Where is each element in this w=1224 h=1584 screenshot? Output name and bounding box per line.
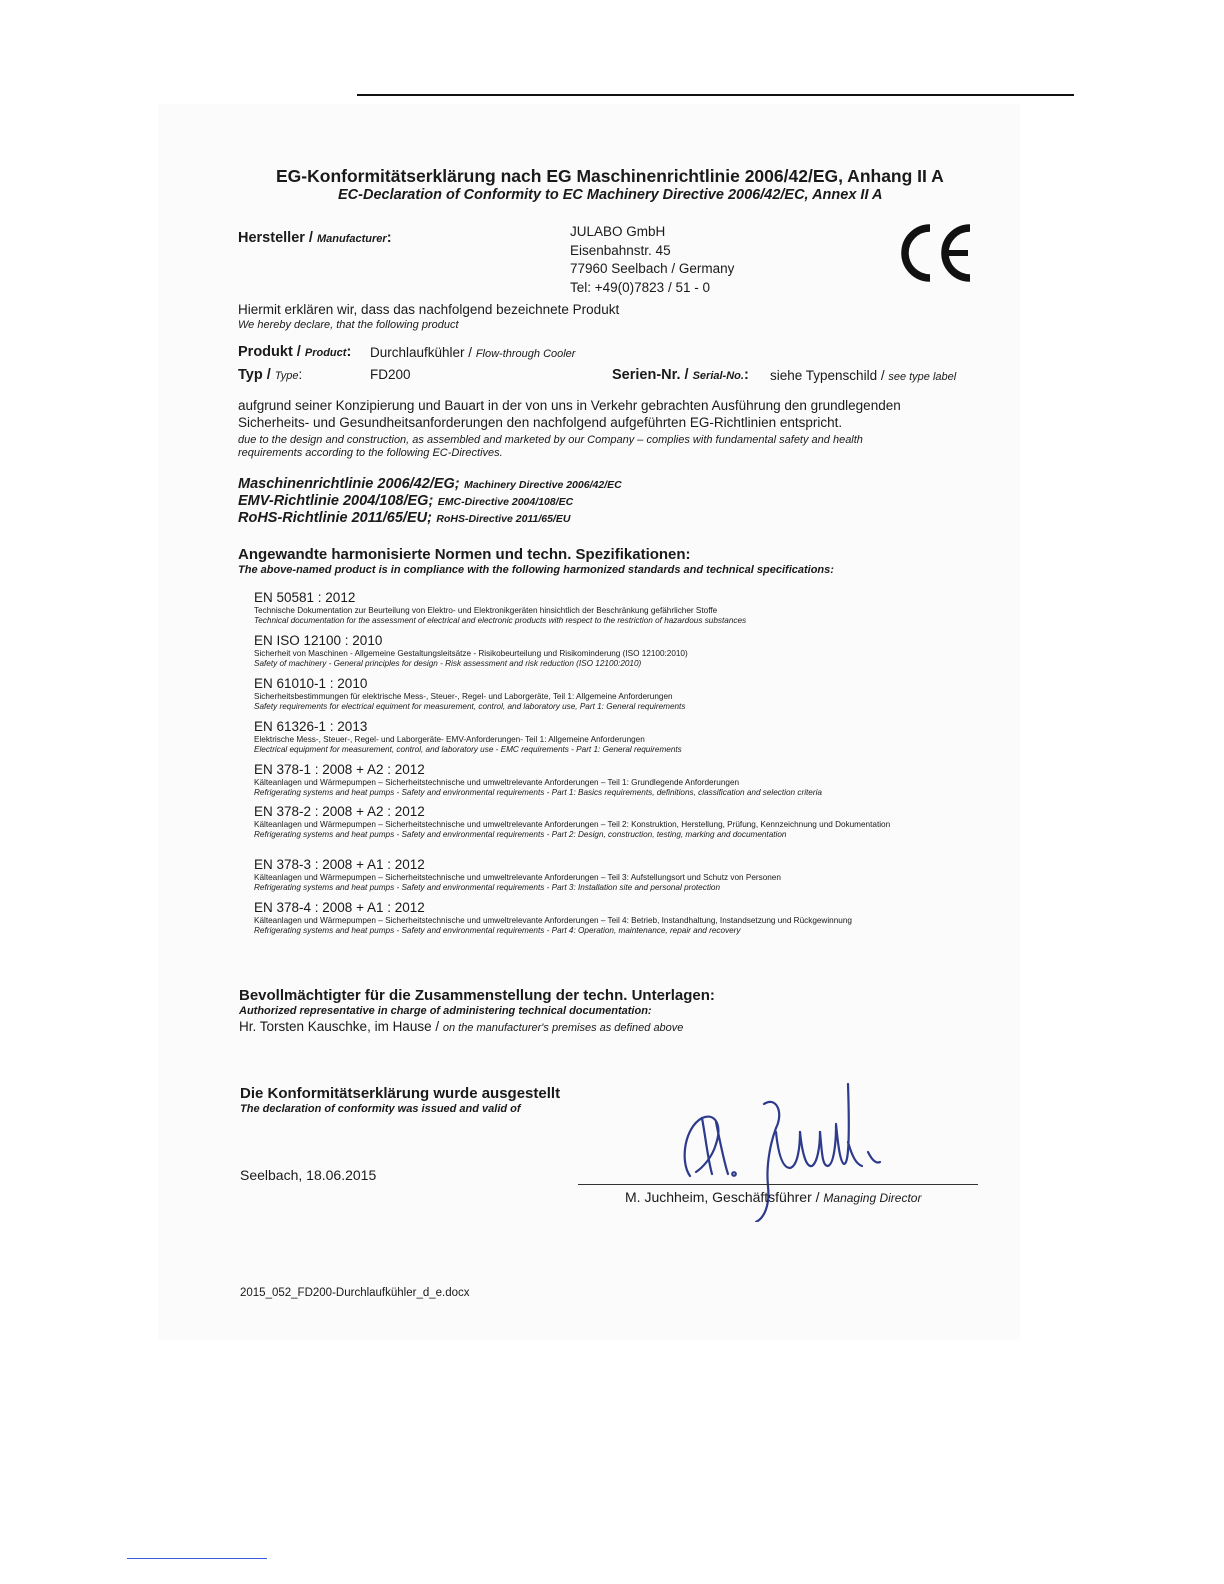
product-value-de: Durchlaufkühler / xyxy=(370,345,476,360)
type-value: FD200 xyxy=(370,367,411,382)
standards-heading-english: The above-named product is in compliance with the following harmonized standards and technical specifications: xyxy=(238,564,834,576)
standards-heading-german: Angewandte harmonisierte Normen und techn. Spezifikationen: xyxy=(238,546,691,563)
footnote-rule xyxy=(127,1558,267,1559)
directive-item xyxy=(238,492,573,510)
standard-item xyxy=(254,804,934,839)
standard-item xyxy=(254,762,934,797)
issued-heading-german: Die Konformitätserklärung wurde ausgestellt xyxy=(240,1085,561,1102)
serial-label-colon: : xyxy=(743,367,749,383)
signatory-title: Managing Director xyxy=(823,1191,922,1205)
product-value xyxy=(370,344,575,362)
footer-filename: 2015_052_FD200-Durchlaufkühler_d_e.docx xyxy=(240,1287,470,1299)
serial-value xyxy=(770,367,956,385)
manufacturer-label-colon: : xyxy=(386,230,392,246)
manufacturer-address xyxy=(570,223,734,297)
compliance-english-line1: due to the design and construction, as assembled and marketed by our Company – complies with fundamental safety and health xyxy=(238,434,863,446)
title-english: EC-Declaration of Conformity to EC Machinery Directive 2006/42/EC, Annex II A xyxy=(338,187,883,203)
standard-code: EN 378-2 : 2008 + A2 : 2012 xyxy=(254,804,425,819)
manufacturer-phone: Tel: +49(0)7823 / 51 - 0 xyxy=(570,279,710,295)
ce-mark-icon xyxy=(896,222,976,284)
standard-desc-english: Refrigerating systems and heat pumps - Safety and environmental requirements - Part 1: Basics requirements, definitions, classification and selection criteria xyxy=(254,787,822,797)
standard-desc-german: Kälteanlagen und Wärmepumpen – Sicherheitstechnische und umweltrelevante Anforderungen – Teil 3: Aufstellungsort und Schutz von Personen xyxy=(254,873,781,882)
top-rule xyxy=(357,94,1074,96)
standard-item xyxy=(254,857,934,892)
product-label-colon: : xyxy=(346,344,352,360)
standard-item xyxy=(254,900,934,935)
serial-label-en: Serial-No. xyxy=(692,370,744,382)
serial-label-de: Serien-Nr. / xyxy=(612,367,693,383)
standard-desc-german: Elektrische Mess-, Steuer-, Regel- und Laborgeräte- EMV-Anforderungen- Teil 1: Allgemeine Anforderungen xyxy=(254,735,645,744)
type-label-de: Typ / xyxy=(238,367,275,383)
standard-code: EN 50581 : 2012 xyxy=(254,590,356,605)
serial-value-en: see type label xyxy=(888,371,957,383)
compliance-german-line2: Sicherheits- und Gesundheitsanforderungen den nachfolgend aufgeführten EG-Richtlinien entspricht. xyxy=(238,415,843,430)
directive-german: Maschinenrichtlinie 2006/42/EG; xyxy=(238,476,460,492)
directive-english: EMC-Directive 2004/108/EC xyxy=(437,496,574,508)
standard-item xyxy=(254,719,934,754)
directive-item xyxy=(238,509,570,527)
standard-item xyxy=(254,633,934,668)
declare-german: Hiermit erklären wir, dass das nachfolgend bezeichnete Produkt xyxy=(238,302,620,317)
representative-heading-english: Authorized representative in charge of administering technical documentation: xyxy=(239,1005,652,1017)
serial-value-de: siehe Typenschild / xyxy=(770,368,889,383)
directive-item xyxy=(238,475,622,493)
representative-name xyxy=(239,1018,683,1036)
compliance-english-line2: requirements according to the following EC-Directives. xyxy=(238,447,503,459)
type-label-en: Type xyxy=(274,370,299,382)
standard-code: EN 378-3 : 2008 + A1 : 2012 xyxy=(254,857,425,872)
directive-english: Machinery Directive 2006/42/EC xyxy=(464,479,622,491)
standard-desc-german: Sicherheitsbestimmungen für elektrische Mess-, Steuer-, Regel- und Laborgeräte, Teil 1: Allgemeine Anforderungen xyxy=(254,692,673,701)
standard-item xyxy=(254,590,934,625)
standard-code: EN 61010-1 : 2010 xyxy=(254,676,368,691)
standard-desc-english: Safety requirements for electrical equiment for measurement, control, and laboratory use, Part 1: General requirements xyxy=(254,701,686,711)
standard-desc-english: Refrigerating systems and heat pumps - Safety and environmental requirements - Part 4: Operation, maintenance, repair and recovery xyxy=(254,925,741,935)
manufacturer-name: JULABO GmbH xyxy=(570,224,666,239)
type-label xyxy=(238,366,302,384)
standard-desc-german: Kälteanlagen und Wärmepumpen – Sicherheitstechnische und umweltrelevante Anforderungen – Teil 2: Konstruktion, Herstellung, Prüfung, Kennzeichnung und Dokumentation xyxy=(254,820,891,829)
standard-desc-english: Refrigerating systems and heat pumps - Safety and environmental requirements - Part 3: Installation site and personal protection xyxy=(254,882,721,892)
product-value-en: Flow-through Cooler xyxy=(475,348,576,360)
directive-english: RoHS-Directive 2011/65/EU xyxy=(436,513,571,525)
manufacturer-label-de: Hersteller / xyxy=(238,230,317,246)
standard-code: EN ISO 12100 : 2010 xyxy=(254,633,383,648)
issued-heading-english: The declaration of conformity was issued and valid of xyxy=(240,1103,521,1115)
signatory xyxy=(625,1189,921,1207)
manufacturer-label xyxy=(238,229,392,247)
type-label-colon: : xyxy=(298,367,303,382)
standard-desc-german: Technische Dokumentation zur Beurteilung von Elektro- und Elektronikgeräten hinsichtlich der Beschränkung gefährlicher Stoffe xyxy=(254,606,718,615)
representative-heading-german: Bevollmächtigter für die Zusammenstellung der techn. Unterlagen: xyxy=(239,987,715,1004)
product-label xyxy=(238,343,351,361)
signature-line xyxy=(578,1184,978,1185)
standard-code: EN 378-1 : 2008 + A2 : 2012 xyxy=(254,762,425,777)
manufacturer-label-en: Manufacturer xyxy=(317,233,387,245)
product-label-de: Produkt / xyxy=(238,344,305,360)
representative-name-de: Hr. Torsten Kauschke, im Hause / xyxy=(239,1019,443,1034)
standard-desc-german: Kälteanlagen und Wärmepumpen – Sicherheitstechnische und umweltrelevante Anforderungen – Teil 1: Grundlegende Anforderungen xyxy=(254,778,740,787)
declare-english: We hereby declare, that the following product xyxy=(238,319,459,331)
standard-code: EN 378-4 : 2008 + A1 : 2012 xyxy=(254,900,425,915)
manufacturer-street: Eisenbahnstr. 45 xyxy=(570,242,671,258)
standard-desc-german: Kälteanlagen und Wärmepumpen – Sicherheitstechnische und umweltrelevante Anforderungen – Teil 4: Betrieb, Instandhaltung, Instandsetzung und Rückgewinnung xyxy=(254,916,852,925)
signatory-name: M. Juchheim, Geschäftsführer / xyxy=(625,1189,824,1205)
title-german: EG-Konformitätserklärung nach EG Maschinenrichtlinie 2006/42/EG, Anhang II A xyxy=(276,166,944,186)
standard-code: EN 61326-1 : 2013 xyxy=(254,719,368,734)
compliance-german-line1: aufgrund seiner Konzipierung und Bauart in der von uns in Verkehr gebrachten Ausführung den grundlegenden xyxy=(238,398,901,413)
standard-item xyxy=(254,676,934,711)
standard-desc-german: Sicherheit von Maschinen - Allgemeine Gestaltungsleitsätze - Risikobeurteilung und Risikominderung (ISO 12100:2010) xyxy=(254,649,688,658)
product-label-en: Product xyxy=(304,347,347,359)
standard-desc-english: Electrical equipment for measurement, control, and laboratory use - EMC requirements - Part 1: General requirements xyxy=(254,744,682,754)
standard-desc-english: Refrigerating systems and heat pumps - Safety and environmental requirements - Part 2: Design, construction, testing, marking and documentation xyxy=(254,829,787,839)
directive-german: EMV-Richtlinie 2004/108/EG; xyxy=(238,493,434,509)
standard-desc-english: Safety of machinery - General principles for design - Risk assessment and risk reduction (ISO 12100:2010) xyxy=(254,658,642,668)
place-date: Seelbach, 18.06.2015 xyxy=(240,1167,377,1183)
serial-label xyxy=(612,366,749,384)
manufacturer-city: 77960 Seelbach / Germany xyxy=(570,261,735,276)
standard-desc-english: Technical documentation for the assessment of electrical and electronic products with respect to the restriction of hazardous substances xyxy=(254,615,747,625)
directive-german: RoHS-Richtlinie 2011/65/EU; xyxy=(238,510,432,526)
representative-name-en: on the manufacturer's premises as defined above xyxy=(442,1022,684,1034)
